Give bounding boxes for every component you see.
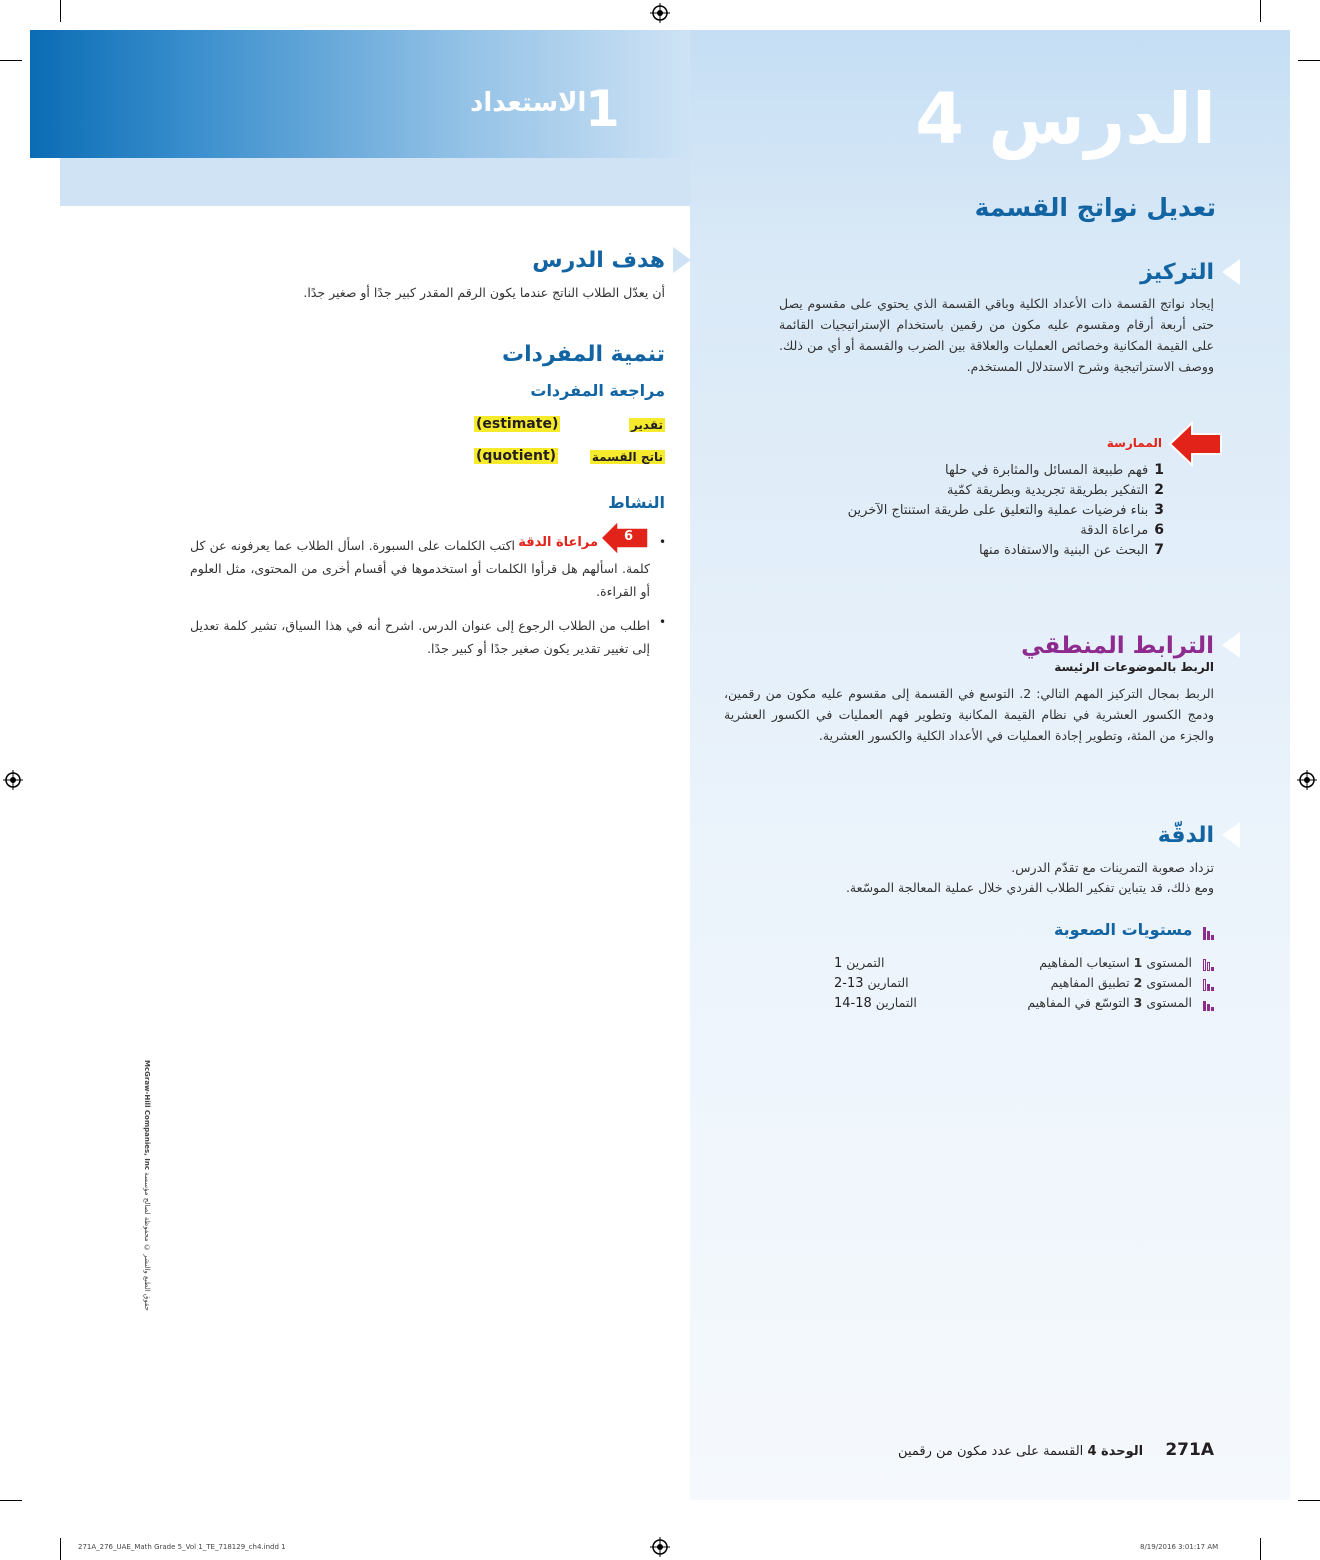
- list-item: 7البحث عن البنية والاستفادة منها: [979, 542, 1164, 558]
- vocab-review-heading: مراجعة المفردات: [530, 381, 665, 400]
- right-panel-background: [690, 30, 1290, 1500]
- level-3-icon: [1202, 996, 1214, 1011]
- difficulty-bars-icon: [1202, 921, 1214, 940]
- bullet-dot: •: [659, 535, 667, 549]
- list-item: 6مراعاة الدقة: [1080, 522, 1164, 538]
- lesson-subtitle: تعديل نواتج القسمة: [974, 193, 1216, 222]
- file-slug: 271A_276_UAE_Math Grade 5_Vol 1_TE_718129_ch4.indd 1: [78, 1543, 286, 1551]
- level-2-icon: [1202, 976, 1214, 991]
- activity-bullet-1: اكتب الكلمات على السبورة. اسأل الطلاب عما يعرفونه عن كل كلمة. اسألهم هل قرأوا الكلمات أو استخدموها في أقسام أخرى من المحتوى، مثل العلوم أو القراءة.: [190, 538, 650, 599]
- table-row: المستوى 2 تطبيق المفاهيم التمارين 13-2: [834, 975, 1214, 995]
- difficulty-levels-heading: مستويات الصعوبة: [1054, 920, 1214, 940]
- vocab-heading: تنمية المفردات: [502, 342, 665, 367]
- trim-mark: [1298, 1500, 1320, 1501]
- vocab-term-english: (estimate): [476, 416, 559, 432]
- red-arrow-icon: [1168, 420, 1224, 468]
- bullet-dot: •: [659, 615, 667, 629]
- trim-mark: [1298, 60, 1320, 61]
- trim-mark: [1260, 0, 1261, 22]
- activity-heading: النشاط: [608, 493, 665, 512]
- trim-mark: [0, 1500, 22, 1501]
- prep-label: الاستعداد: [470, 88, 587, 118]
- registration-mark-icon: [650, 1537, 670, 1557]
- section-arrow-icon: [1222, 632, 1240, 658]
- page-number: 271A: [1165, 1440, 1214, 1460]
- header-banner-strip: [60, 158, 690, 206]
- registration-mark-icon: [1297, 770, 1317, 790]
- practice-list: [744, 462, 1164, 562]
- list-item: 3بناء فرضيات عملية والتعليق على طريقة استنتاج الآخرين: [847, 502, 1164, 518]
- table-row: المستوى 1 استيعاب المفاهيم التمرين 1: [834, 955, 1214, 975]
- focus-heading: التركيز: [1140, 260, 1214, 285]
- registration-mark-icon: [650, 3, 670, 23]
- objective-heading: هدف الدرس: [532, 248, 665, 273]
- section-arrow-icon: [1222, 259, 1240, 285]
- activity-bullet-2: اطلب من الطلاب الرجوع إلى عنوان الدرس. اشرح أنه في هذا السياق، تشير كلمة تعديل إلى تغيير تقدير يكون صغير جدًا أو كبير جدًا.: [190, 618, 650, 656]
- lesson-title: الدرس 4: [915, 78, 1216, 160]
- practice-badge-label: مراعاة الدقة: [518, 535, 598, 550]
- coherence-heading: الترابط المنطقي: [1021, 633, 1214, 659]
- difficulty-levels-table: [834, 955, 1214, 1015]
- vocab-term-english: (quotient): [476, 448, 557, 464]
- copyright-vertical: McGraw-Hill Companies, Inc حقوق الطبع والنشر © محفوظة لصالح مؤسسة: [143, 1060, 151, 1311]
- practice-badge-number: 6: [624, 529, 634, 544]
- trim-mark: [60, 0, 61, 22]
- rigor-line-1: تزداد صعوبة التمرينات مع تقدّم الدرس.: [1011, 860, 1214, 875]
- table-row: المستوى 3 التوسّع في المفاهيم التمارين 18-14: [834, 995, 1214, 1015]
- vocab-term: ناتج القسمة: [591, 450, 663, 464]
- list-item: 2التفكير بطريقة تجريدية وبطريقة كمّية: [947, 482, 1164, 498]
- level-1-icon: [1202, 956, 1214, 971]
- coherence-text: الربط بمجال التركيز المهم التالي: 2. التوسع في القسمة إلى مقسوم عليه مكون من رقمين، ودمج الكسور العشرية في نظام القيمة المكانية وتطوير فهم العمليات في الكسور العشرية والجزء من المئة، وتطوير إجادة العمليات في الأعداد الكلية والكسور العشرية.: [724, 686, 1215, 743]
- section-arrow-icon: [1222, 822, 1240, 848]
- objective-text: أن يعدّل الطلاب الناتج عندما يكون الرقم المقدر كبير جدًا أو صغير جدًا.: [303, 285, 665, 300]
- trim-mark: [1260, 1538, 1261, 1560]
- page-footer: [898, 1440, 1214, 1460]
- section-arrow-icon: [673, 247, 691, 273]
- unit-label: الوحدة 4: [1087, 1444, 1144, 1459]
- vocab-term: تقدير: [630, 418, 663, 432]
- rigor-line-2: ومع ذلك، قد يتباين تفكير الطلاب الفردي خلال عملية المعالجة الموسّعة.: [845, 880, 1214, 895]
- coherence-subheading: الربط بالموضوعات الرئيسة: [1054, 660, 1214, 674]
- trim-mark: [0, 60, 22, 61]
- unit-title: القسمة على عدد مكون من رقمين: [898, 1444, 1084, 1459]
- list-item: 1فهم طبيعة المسائل والمثابرة في حلها: [944, 462, 1164, 478]
- date-slug: 8/19/2016 3:01:17 AM: [1140, 1543, 1219, 1551]
- rigor-heading: الدقّة: [1157, 823, 1214, 848]
- trim-mark: [60, 1538, 61, 1560]
- prep-number: 1: [585, 80, 620, 138]
- focus-text: إيجاد نواتج القسمة ذات الأعداد الكلية وباقي القسمة الذي يحتوي على مقسوم يصل حتى أربعة أرقام ومقسوم عليه مكون من رقمين باستخدام الإستراتيجيات القائمة على القيمة المكانية وخصائص العمليات والعلاقة بين الضرب والقسمة أو أي من ذلك. ووصف الاستراتيجية وشرح الاستدلال المستخدم.: [779, 296, 1214, 374]
- practice-label: الممارسة: [1106, 436, 1162, 450]
- registration-mark-icon: [3, 770, 23, 790]
